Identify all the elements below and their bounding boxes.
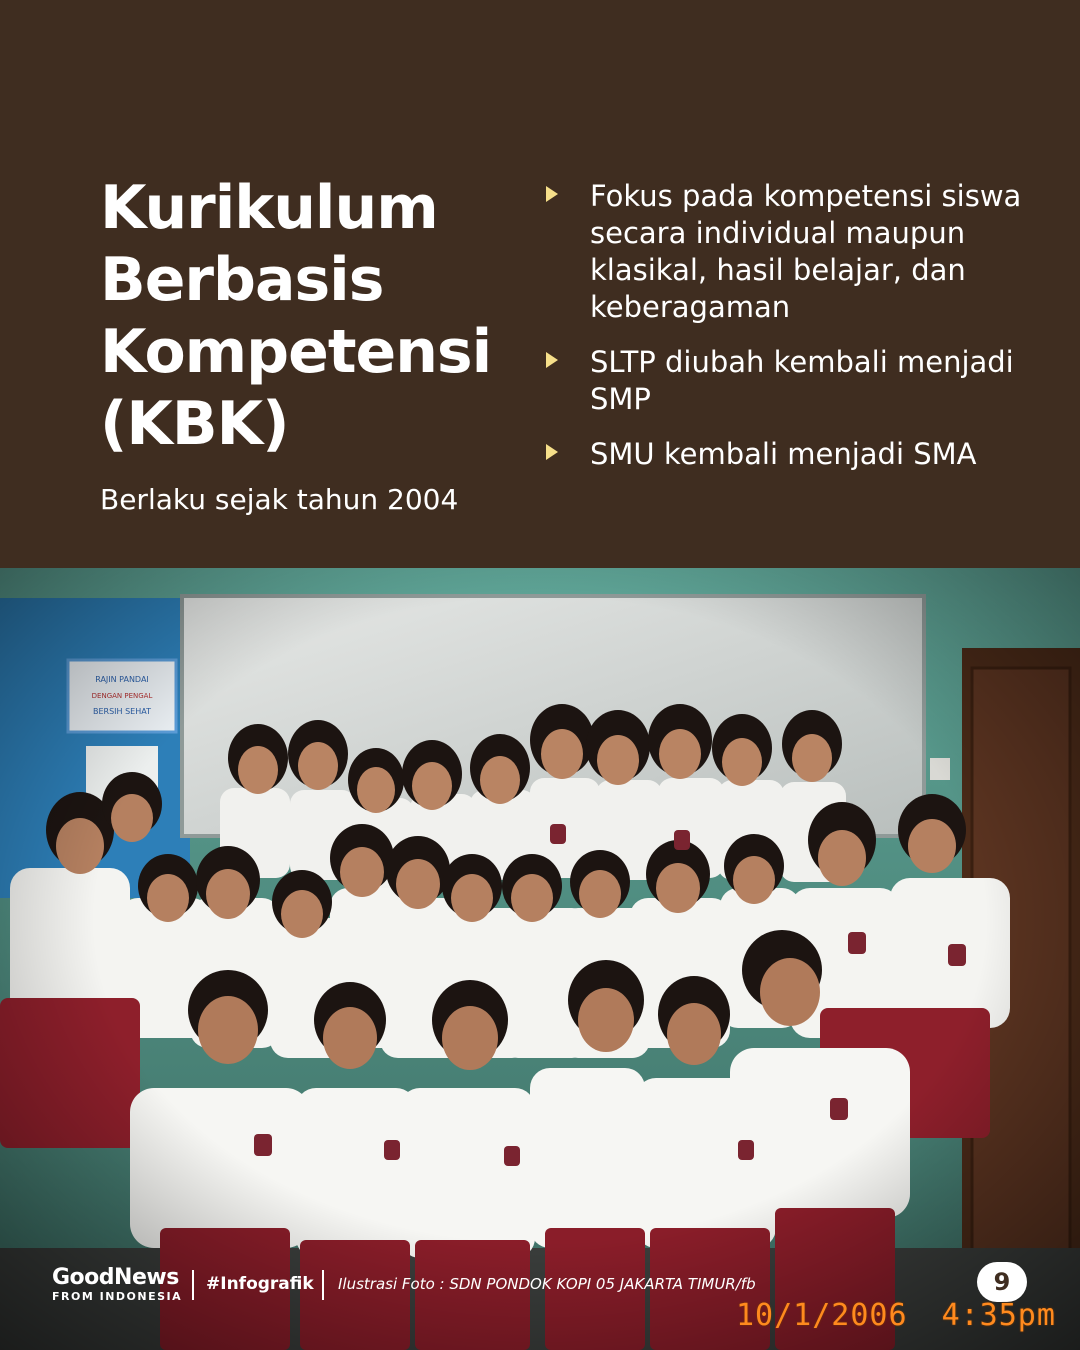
bullet-text: SLTP diubah kembali menjadi SMP [590, 345, 1014, 416]
triangle-bullet-icon [546, 444, 558, 460]
page-title [100, 172, 520, 460]
category-tag: #Infografik [206, 1274, 314, 1294]
triangle-bullet-icon [546, 186, 558, 202]
time-stamp: 4:35pm [941, 1298, 1056, 1333]
title-line: Kompetensi [100, 317, 492, 387]
brand-subtitle: FROM INDONESIA [52, 1290, 183, 1303]
title-line: Kurikulum [100, 173, 438, 243]
bullet-item [540, 436, 1060, 473]
brand-name: GoodNews [52, 1265, 179, 1290]
date-stamp: 10/1/2006 [736, 1298, 908, 1333]
bullet-list [540, 178, 1060, 491]
header-panel [0, 0, 1080, 568]
bullet-item [540, 178, 1060, 326]
divider [322, 1270, 324, 1300]
bullet-text: SMU kembali menjadi SMA [590, 437, 977, 471]
divider [192, 1270, 194, 1300]
goodnews-logo [52, 1266, 182, 1304]
title-line: (KBK) [100, 389, 289, 459]
bullet-item [540, 344, 1060, 418]
title-line: Berbasis [100, 245, 384, 315]
page-subtitle: Berlaku sejak tahun 2004 [100, 483, 459, 516]
photo-timestamp [736, 1298, 1056, 1333]
bullet-text: Fokus pada kompetensi siswa secara individual maupun klasikal, hasil belajar, dan keberagaman [590, 179, 1022, 324]
triangle-bullet-icon [546, 352, 558, 368]
photo-credit: Ilustrasi Foto : SDN PONDOK KOPI 05 JAKARTA TIMUR/fb [338, 1275, 756, 1293]
class-photo [0, 568, 1080, 1350]
page-number-badge: 9 [977, 1262, 1027, 1302]
